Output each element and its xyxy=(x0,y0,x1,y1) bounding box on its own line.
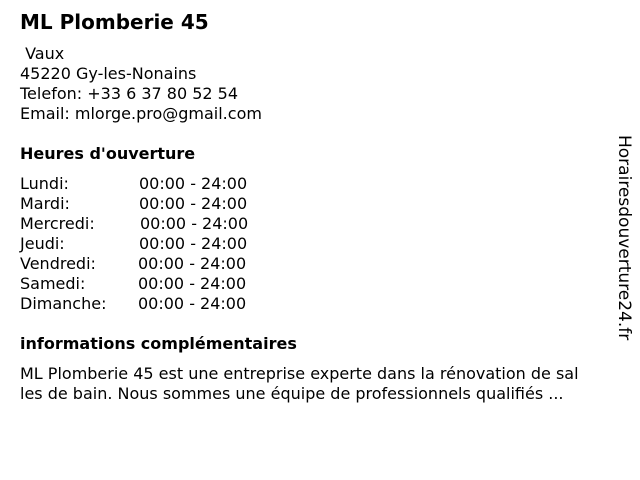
phone-line[interactable]: Telefon: +33 6 37 80 52 54 xyxy=(20,84,239,103)
day-label: Mardi: xyxy=(20,194,70,213)
info-line-1: ML Plomberie 45 est une entreprise experte dans la rénovation de sal xyxy=(20,364,579,383)
time-range: 00:00 - 24:00 xyxy=(139,174,248,193)
time-range: 00:00 - 24:00 xyxy=(140,214,249,233)
time-range: 00:00 - 24:00 xyxy=(138,254,247,273)
time-range: 00:00 - 24:00 xyxy=(139,234,248,253)
info-line-2: les de bain. Nous sommes une équipe de professionnels qualifiés ... xyxy=(20,384,564,403)
day-label: Dimanche: xyxy=(20,294,107,313)
time-range: 00:00 - 24:00 xyxy=(138,274,247,293)
watermark-text: Horairesdouverture24.fr xyxy=(614,135,634,341)
address-street: Vaux xyxy=(20,44,65,63)
day-label: Jeudi: xyxy=(20,234,65,253)
additional-info-text xyxy=(20,364,626,404)
contact-block xyxy=(20,44,262,124)
day-label: Mercredi: xyxy=(20,214,95,233)
time-range: 00:00 - 24:00 xyxy=(138,294,247,313)
day-label: Lundi: xyxy=(20,174,69,193)
address-city: 45220 Gy-les-Nonains xyxy=(20,64,197,83)
day-label: Vendredi: xyxy=(20,254,96,273)
site-watermark xyxy=(613,135,635,345)
time-range: 00:00 - 24:00 xyxy=(139,194,248,213)
opening-hours-heading: Heures d'ouverture xyxy=(20,144,196,163)
day-label: Samedi: xyxy=(20,274,86,293)
email-line[interactable]: Email: mlorge.pro@gmail.com xyxy=(20,104,262,123)
business-name: ML Plomberie 45 xyxy=(20,10,209,34)
additional-info-heading: informations complémentaires xyxy=(20,334,297,353)
